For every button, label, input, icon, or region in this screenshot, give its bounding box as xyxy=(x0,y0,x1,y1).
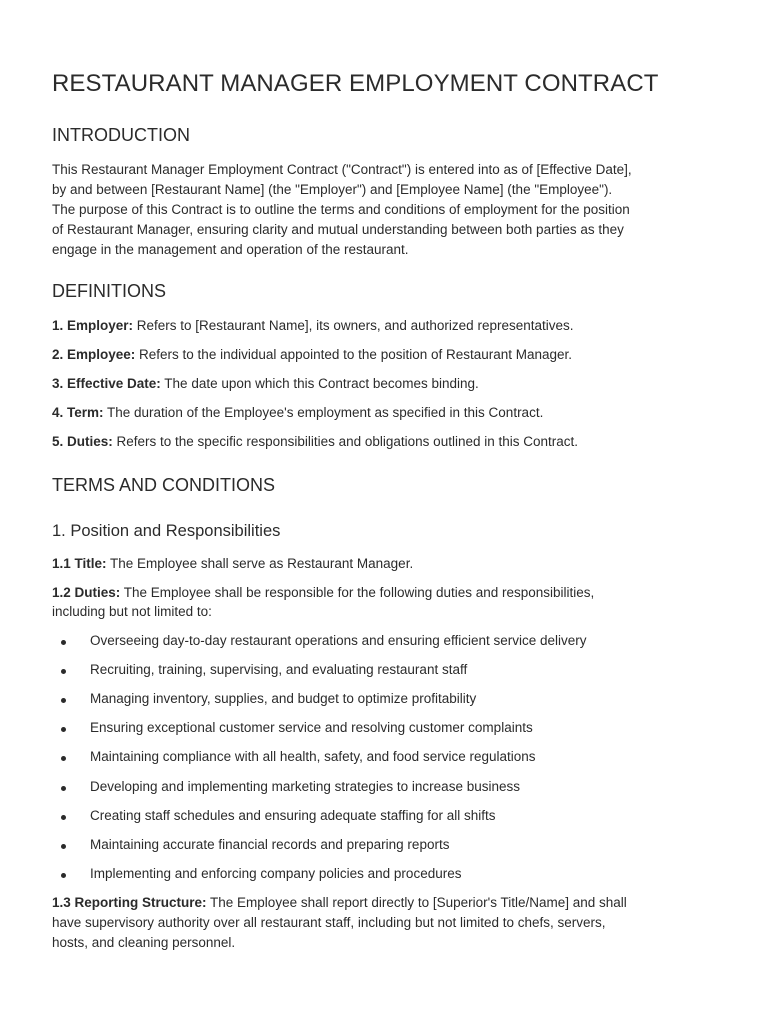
document-title: RESTAURANT MANAGER EMPLOYMENT CONTRACT xyxy=(52,70,659,97)
definition-item xyxy=(52,403,543,423)
duty-text: Overseeing day-to-day restaurant operations and ensuring efficient service delivery xyxy=(90,633,587,648)
duties-clause-continued: including but not limited to: xyxy=(52,604,212,619)
bullet-icon xyxy=(61,727,66,732)
duty-text: Developing and implementing marketing strategies to increase business xyxy=(90,779,520,794)
position-subheading: 1. Position and Responsibilities xyxy=(52,522,281,540)
bullet-icon xyxy=(61,698,66,703)
duty-text: Maintaining accurate financial records and preparing reports xyxy=(90,837,450,852)
definition-term: 3. Effective Date: xyxy=(52,376,161,391)
reporting-clause xyxy=(52,893,627,913)
intro-line: The purpose of this Contract is to outline the terms and conditions of employment for the position xyxy=(52,202,630,217)
definition-item xyxy=(52,316,574,336)
definition-text: Refers to [Restaurant Name], its owners, and authorized representatives. xyxy=(133,318,574,333)
definition-item xyxy=(52,374,479,394)
bullet-icon xyxy=(61,844,66,849)
clause-text: The Employee shall be responsible for the following duties and responsibilities, xyxy=(120,585,595,600)
duty-text: Creating staff schedules and ensuring adequate staffing for all shifts xyxy=(90,808,496,823)
definition-text: Refers to the specific responsibilities and obligations outlined in this Contract. xyxy=(112,434,579,449)
clause-term: 1.2 Duties: xyxy=(52,585,121,600)
intro-line: This Restaurant Manager Employment Contract ("Contract") is entered into as of [Effective Date], xyxy=(52,162,632,177)
title-clause xyxy=(52,554,413,574)
duty-text: Implementing and enforcing company policies and procedures xyxy=(90,866,462,881)
bullet-icon xyxy=(61,756,66,761)
duties-clause xyxy=(52,583,594,603)
clause-text: The Employee shall report directly to [Superior's Title/Name] and shall xyxy=(206,895,627,910)
definitions-heading: DEFINITIONS xyxy=(52,281,167,301)
bullet-icon xyxy=(61,815,66,820)
duty-text: Maintaining compliance with all health, safety, and food service regulations xyxy=(90,749,536,764)
reporting-clause-continued: have supervisory authority over all restaurant staff, including but not limited to chefs, servers, xyxy=(52,915,606,930)
clause-text: The Employee shall serve as Restaurant Manager. xyxy=(106,556,414,571)
definition-item xyxy=(52,345,572,365)
definition-item xyxy=(52,432,578,452)
terms-heading: TERMS AND CONDITIONS xyxy=(52,475,276,495)
definition-text: The date upon which this Contract becomes binding. xyxy=(160,376,479,391)
duty-text: Managing inventory, supplies, and budget to optimize profitability xyxy=(90,691,477,706)
definition-term: 1. Employer: xyxy=(52,318,134,333)
introduction-heading: INTRODUCTION xyxy=(52,125,190,145)
duty-text: Ensuring exceptional customer service and resolving customer complaints xyxy=(90,720,533,735)
definition-term: 2. Employee: xyxy=(52,347,136,362)
intro-line: of Restaurant Manager, ensuring clarity and mutual understanding between both parties as they xyxy=(52,222,624,237)
definition-term: 5. Duties: xyxy=(52,434,113,449)
definition-text: Refers to the individual appointed to the position of Restaurant Manager. xyxy=(135,347,573,362)
intro-line: engage in the management and operation of the restaurant. xyxy=(52,242,409,257)
bullet-icon xyxy=(61,873,66,878)
definition-text: The duration of the Employee's employment as specified in this Contract. xyxy=(103,405,544,420)
duty-text: Recruiting, training, supervising, and evaluating restaurant staff xyxy=(90,662,468,677)
reporting-clause-continued: hosts, and cleaning personnel. xyxy=(52,935,236,950)
clause-term: 1.1 Title: xyxy=(52,556,107,571)
bullet-icon xyxy=(61,786,66,791)
definition-term: 4. Term: xyxy=(52,405,104,420)
bullet-icon xyxy=(61,640,66,645)
intro-line: by and between [Restaurant Name] (the "Employer") and [Employee Name] (the "Employee"). xyxy=(52,182,613,197)
clause-term: 1.3 Reporting Structure: xyxy=(52,895,207,910)
bullet-icon xyxy=(61,669,66,674)
